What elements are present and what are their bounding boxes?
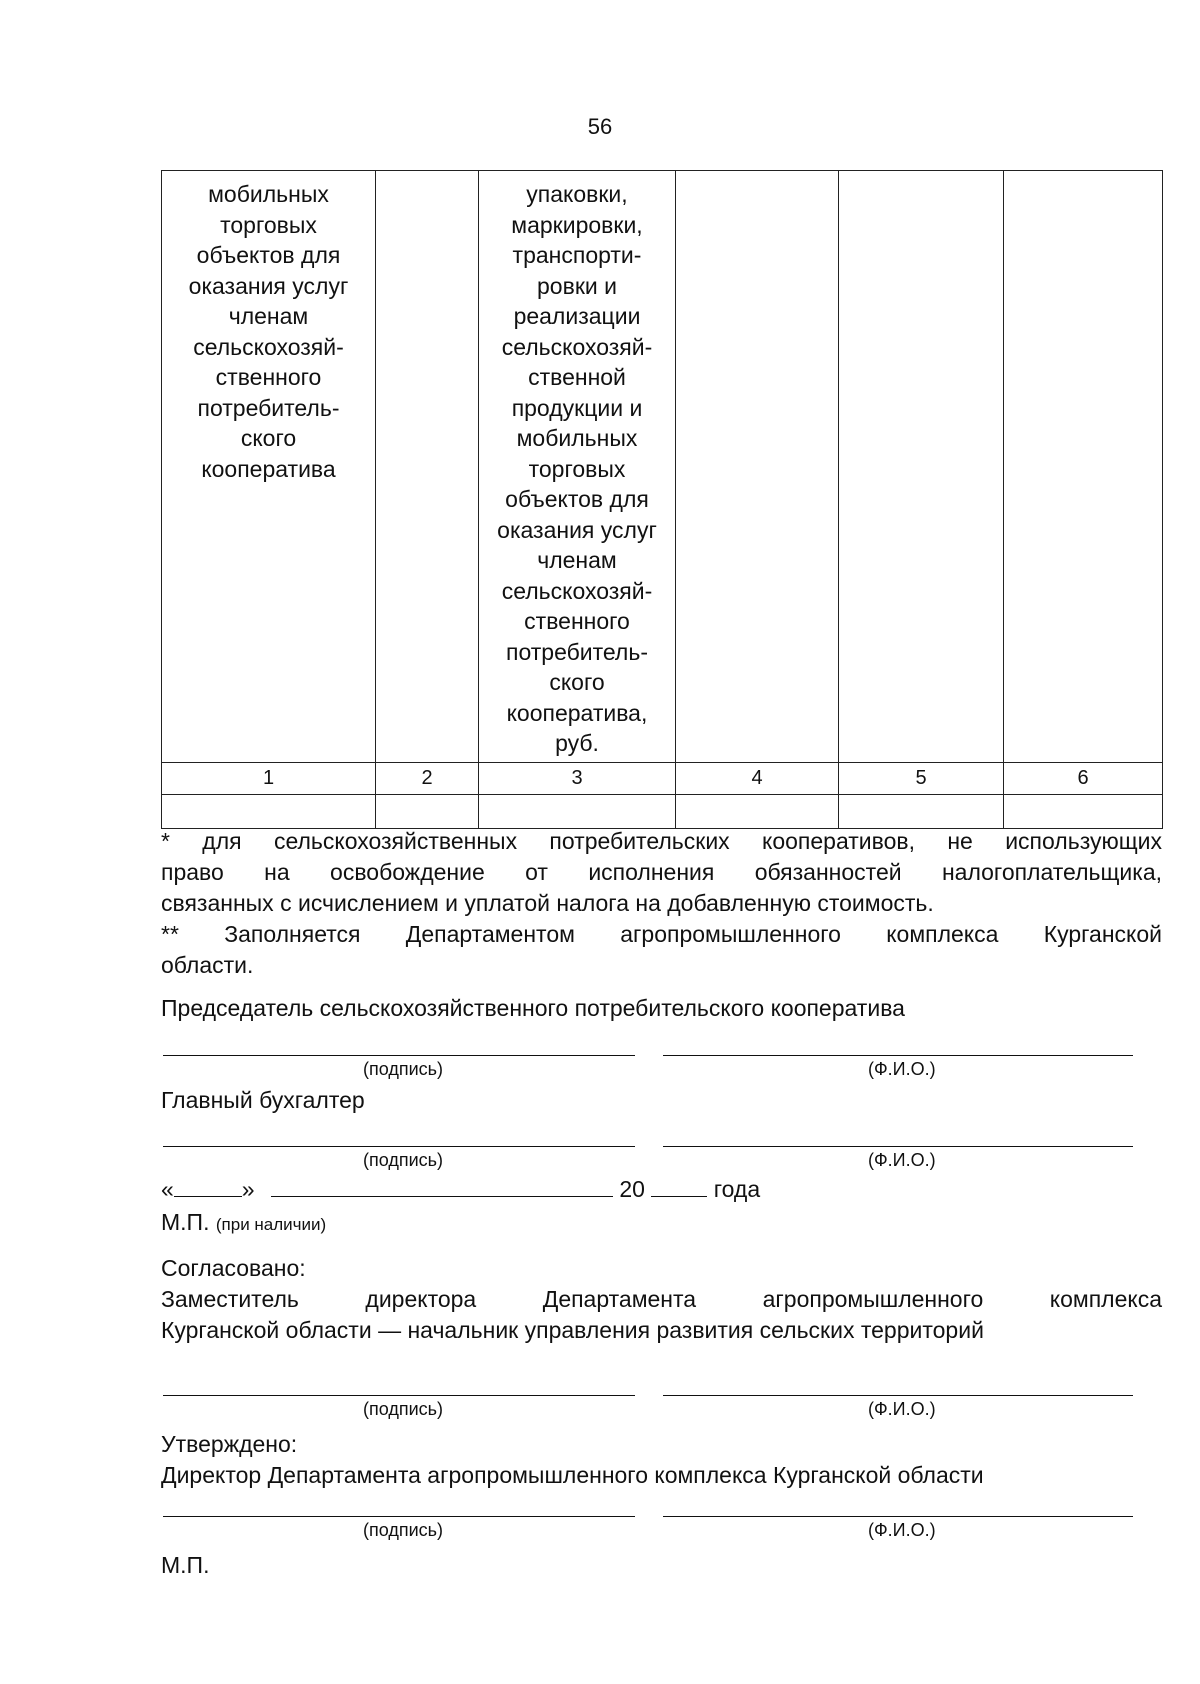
page-number: 56: [587, 114, 613, 139]
name-line[interactable]: [663, 1516, 1133, 1517]
signature-line[interactable]: [163, 1516, 635, 1517]
agreed-position-line: Заместитель директора Департамента агропромышленного комплекса: [161, 1286, 1162, 1312]
empty-cell: [376, 795, 479, 829]
final-stamp: М.П.: [161, 1552, 210, 1578]
agreed-position: [161, 1284, 1162, 1346]
month-blank[interactable]: [271, 1174, 613, 1197]
column-number: 4: [676, 763, 839, 795]
name-caption: (Ф.И.О.): [868, 1520, 936, 1540]
chairman-label: Председатель сельскохозяйственного потребительского кооператива: [161, 995, 905, 1021]
name-caption: (Ф.И.О.): [868, 1150, 936, 1170]
name-line[interactable]: [663, 1146, 1133, 1147]
footnotes: [161, 826, 1162, 981]
year-prefix: 20: [619, 1176, 645, 1202]
signature-line[interactable]: [163, 1395, 635, 1396]
column-number: 5: [839, 763, 1004, 795]
open-quote: «: [161, 1176, 174, 1202]
signature-caption: (подпись): [363, 1399, 444, 1419]
year-suffix: года: [713, 1176, 761, 1202]
empty-cell: [839, 795, 1004, 829]
footnote-line: связанных с исчислением и уплатой налога на добавленную стоимость.: [161, 890, 934, 916]
footnote-line: ** Заполняется Департаментом агропромышленного комплекса Курганской: [161, 921, 1162, 947]
table-header-row: [162, 171, 1163, 763]
stamp-label: М.П.: [161, 1209, 210, 1235]
close-quote: »: [241, 1176, 255, 1202]
day-blank[interactable]: [174, 1174, 242, 1197]
agreed-position-line: Курганской области — начальник управления развития сельских территорий: [161, 1317, 984, 1343]
empty-cell: [676, 795, 839, 829]
name-caption: (Ф.И.О.): [868, 1059, 936, 1079]
empty-cell: [479, 795, 676, 829]
table-cell: [1004, 171, 1163, 763]
name-caption: (Ф.И.О.): [868, 1399, 936, 1419]
empty-cell: [1004, 795, 1163, 829]
date-line: [161, 1174, 760, 1205]
approved-label: Утверждено:: [161, 1431, 298, 1457]
column-number: 1: [162, 763, 376, 795]
column-number: 2: [376, 763, 479, 795]
stamp-line: [161, 1207, 326, 1240]
stamp-note: (при наличии): [215, 1215, 327, 1234]
year-blank[interactable]: [651, 1174, 707, 1197]
empty-cell: [162, 795, 376, 829]
table-empty-row: [162, 795, 1163, 829]
signature-caption: (подпись): [363, 1520, 444, 1540]
table-cell: [162, 171, 376, 763]
signature-line[interactable]: [163, 1146, 635, 1147]
signature-line[interactable]: [163, 1055, 635, 1056]
column-number-row: [162, 763, 1163, 795]
signature-caption: (подпись): [363, 1150, 444, 1170]
footnote-line: * для сельскохозяйственных потребительских кооперативов, не использующих: [161, 828, 1162, 854]
signature-caption: (подпись): [363, 1059, 444, 1079]
accountant-label: Главный бухгалтер: [161, 1087, 365, 1113]
footnote-line: области.: [161, 952, 254, 978]
column-number: 6: [1004, 763, 1163, 795]
footnote-line: право на освобождение от исполнения обязанностей налогоплательщика,: [161, 859, 1162, 885]
data-table: [161, 170, 1163, 829]
agreed-label: Согласовано:: [161, 1255, 306, 1281]
approved-position: Директор Департамента агропромышленного комплекса Курганской области: [161, 1462, 984, 1488]
table-cell: [839, 171, 1004, 763]
name-line[interactable]: [663, 1395, 1133, 1396]
column-number: 3: [479, 763, 676, 795]
cell-text: упаковки, маркировки, транспорти- ровки и реализации сельскохозяй- ственной продукции и мобильных торговых объектов для оказания услуг членам сельскохозяй- ственного потребитель- ского кооператива, руб.: [497, 181, 657, 756]
cell-text: мобильных торговых объектов для оказания услуг членам сельскохозяй- ственного потребитель- ского кооператива: [188, 181, 349, 482]
table-cell: [676, 171, 839, 763]
name-line[interactable]: [663, 1055, 1133, 1056]
table-cell: [479, 171, 676, 763]
table-cell: [376, 171, 479, 763]
